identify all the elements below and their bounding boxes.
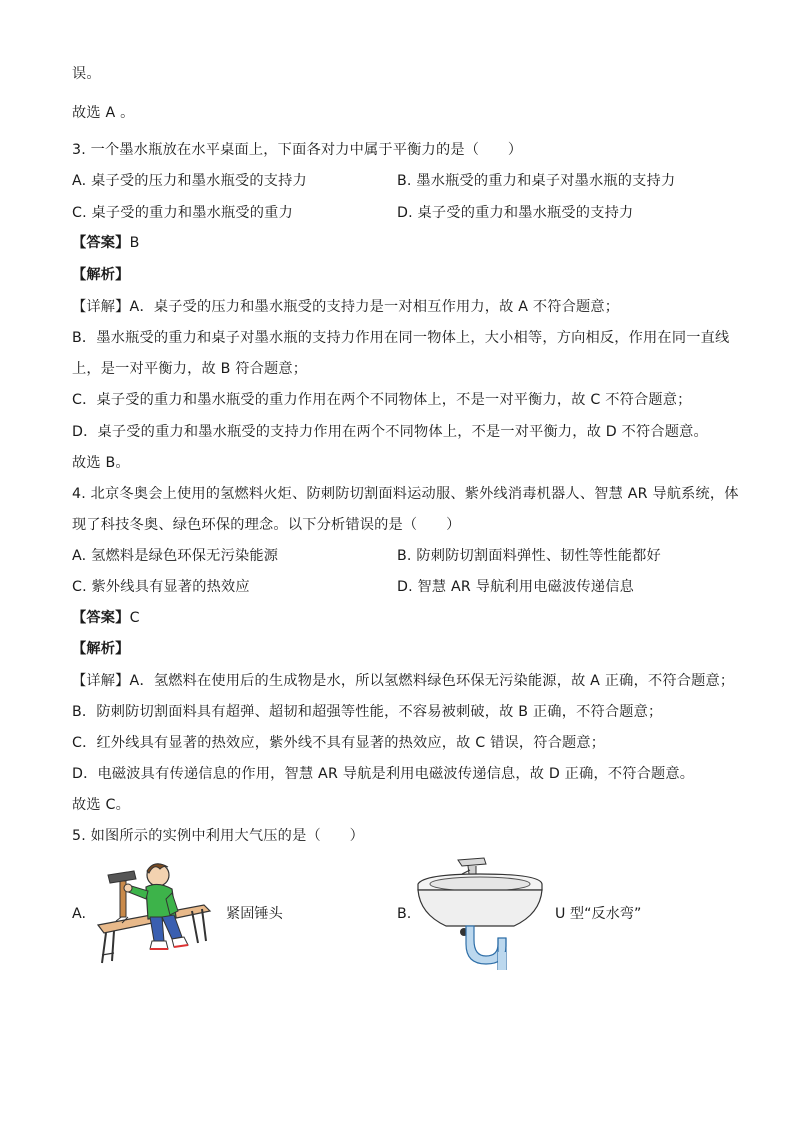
q5-option-a-letter: A. (72, 906, 86, 922)
q4-detail-line: 故选 C。 (72, 797, 130, 813)
q3-option-d: D. 桌子受的重力和墨水瓶受的支持力 (397, 205, 634, 221)
answer-tag: 【答案】 (72, 610, 130, 626)
answer-value: B (129, 235, 140, 251)
text-line: 误。 (72, 66, 101, 82)
q3-detail-line: 上，是一对平衡力，故 B 符合题意； (72, 361, 308, 377)
q3-answer (72, 233, 140, 253)
q5-option-b-letter: B. (397, 906, 412, 922)
analysis-tag: 【解析】 (72, 267, 130, 283)
q3-detail-line: B．墨水瓶受的重力和桌子对墨水瓶的支持力作用在同一物体上，大小相等，方向相反，作用在同一直线 (72, 330, 730, 346)
q3-option-a: A. 桌子受的压力和墨水瓶受的支持力 (72, 173, 307, 189)
q3-detail-line: 故选 B。 (72, 455, 130, 471)
q4-option-a: A. 氢燃料是绿色环保无污染能源 (72, 548, 279, 564)
washbasin-illustration (414, 852, 546, 972)
q4-detail-line: B．防刺防切割面料具有超弹、超韧和超强等性能，不容易被刺破，故 B 正确，不符合题意； (72, 704, 663, 720)
q3-detail-line: D．桌子受的重力和墨水瓶受的支持力作用在两个不同物体上，不是一对平衡力，故 D 不符合题意。 (72, 424, 708, 440)
text-line: 故选 A 。 (72, 105, 135, 121)
q4-option-b: B. 防刺防切割面料弹性、韧性等性能都好 (397, 548, 661, 564)
q5-option-b-caption: U 型“反水弯” (555, 906, 642, 922)
answer-value: C (129, 610, 140, 626)
question-3-stem: 3. 一个墨水瓶放在水平桌面上，下面各对力中属于平衡力的是（ ） (72, 142, 523, 158)
hammer-illustration (94, 855, 214, 965)
answer-tag: 【答案】 (72, 235, 130, 251)
analysis-tag: 【解析】 (72, 641, 130, 657)
q4-option-c: C. 紫外线具有显著的热效应 (72, 579, 250, 595)
question-4-stem: 现了科技冬奥、绿色环保的理念。以下分析错误的是（ ） (72, 517, 461, 533)
q4-detail-line: C．红外线具有显著的热效应，紫外线不具有显著的热效应，故 C 错误，符合题意； (72, 735, 606, 751)
q4-option-d: D. 智慧 AR 导航利用电磁波传递信息 (397, 579, 634, 595)
q3-option-b: B. 墨水瓶受的重力和桌子对墨水瓶的支持力 (397, 173, 676, 189)
q4-answer (72, 608, 140, 628)
question-5-stem: 5. 如图所示的实例中利用大气压的是（ ） (72, 828, 365, 844)
q3-detail-line: C．桌子受的重力和墨水瓶受的重力作用在两个不同物体上，不是一对平衡力，故 C 不符合题意； (72, 392, 692, 408)
q4-detail-line: 【详解】A．氢燃料在使用后的生成物是水，所以氢燃料绿色环保无污染能源，故 A 正确，不符合题意； (72, 673, 735, 689)
question-4-stem: 4. 北京冬奥会上使用的氢燃料火炬、防刺防切割面料运动服、紫外线消毒机器人、智慧 AR 导航系统，体 (72, 486, 739, 502)
q3-detail-line: 【详解】A．桌子受的压力和墨水瓶受的支持力是一对相互作用力，故 A 不符合题意； (72, 299, 620, 315)
q4-detail-line: D．电磁波具有传递信息的作用，智慧 AR 导航是利用电磁波传递信息，故 D 正确，不符合题意。 (72, 766, 695, 782)
q3-option-c: C. 桌子受的重力和墨水瓶受的重力 (72, 205, 293, 221)
q5-option-a-caption: 紧固锤头 (226, 906, 283, 922)
